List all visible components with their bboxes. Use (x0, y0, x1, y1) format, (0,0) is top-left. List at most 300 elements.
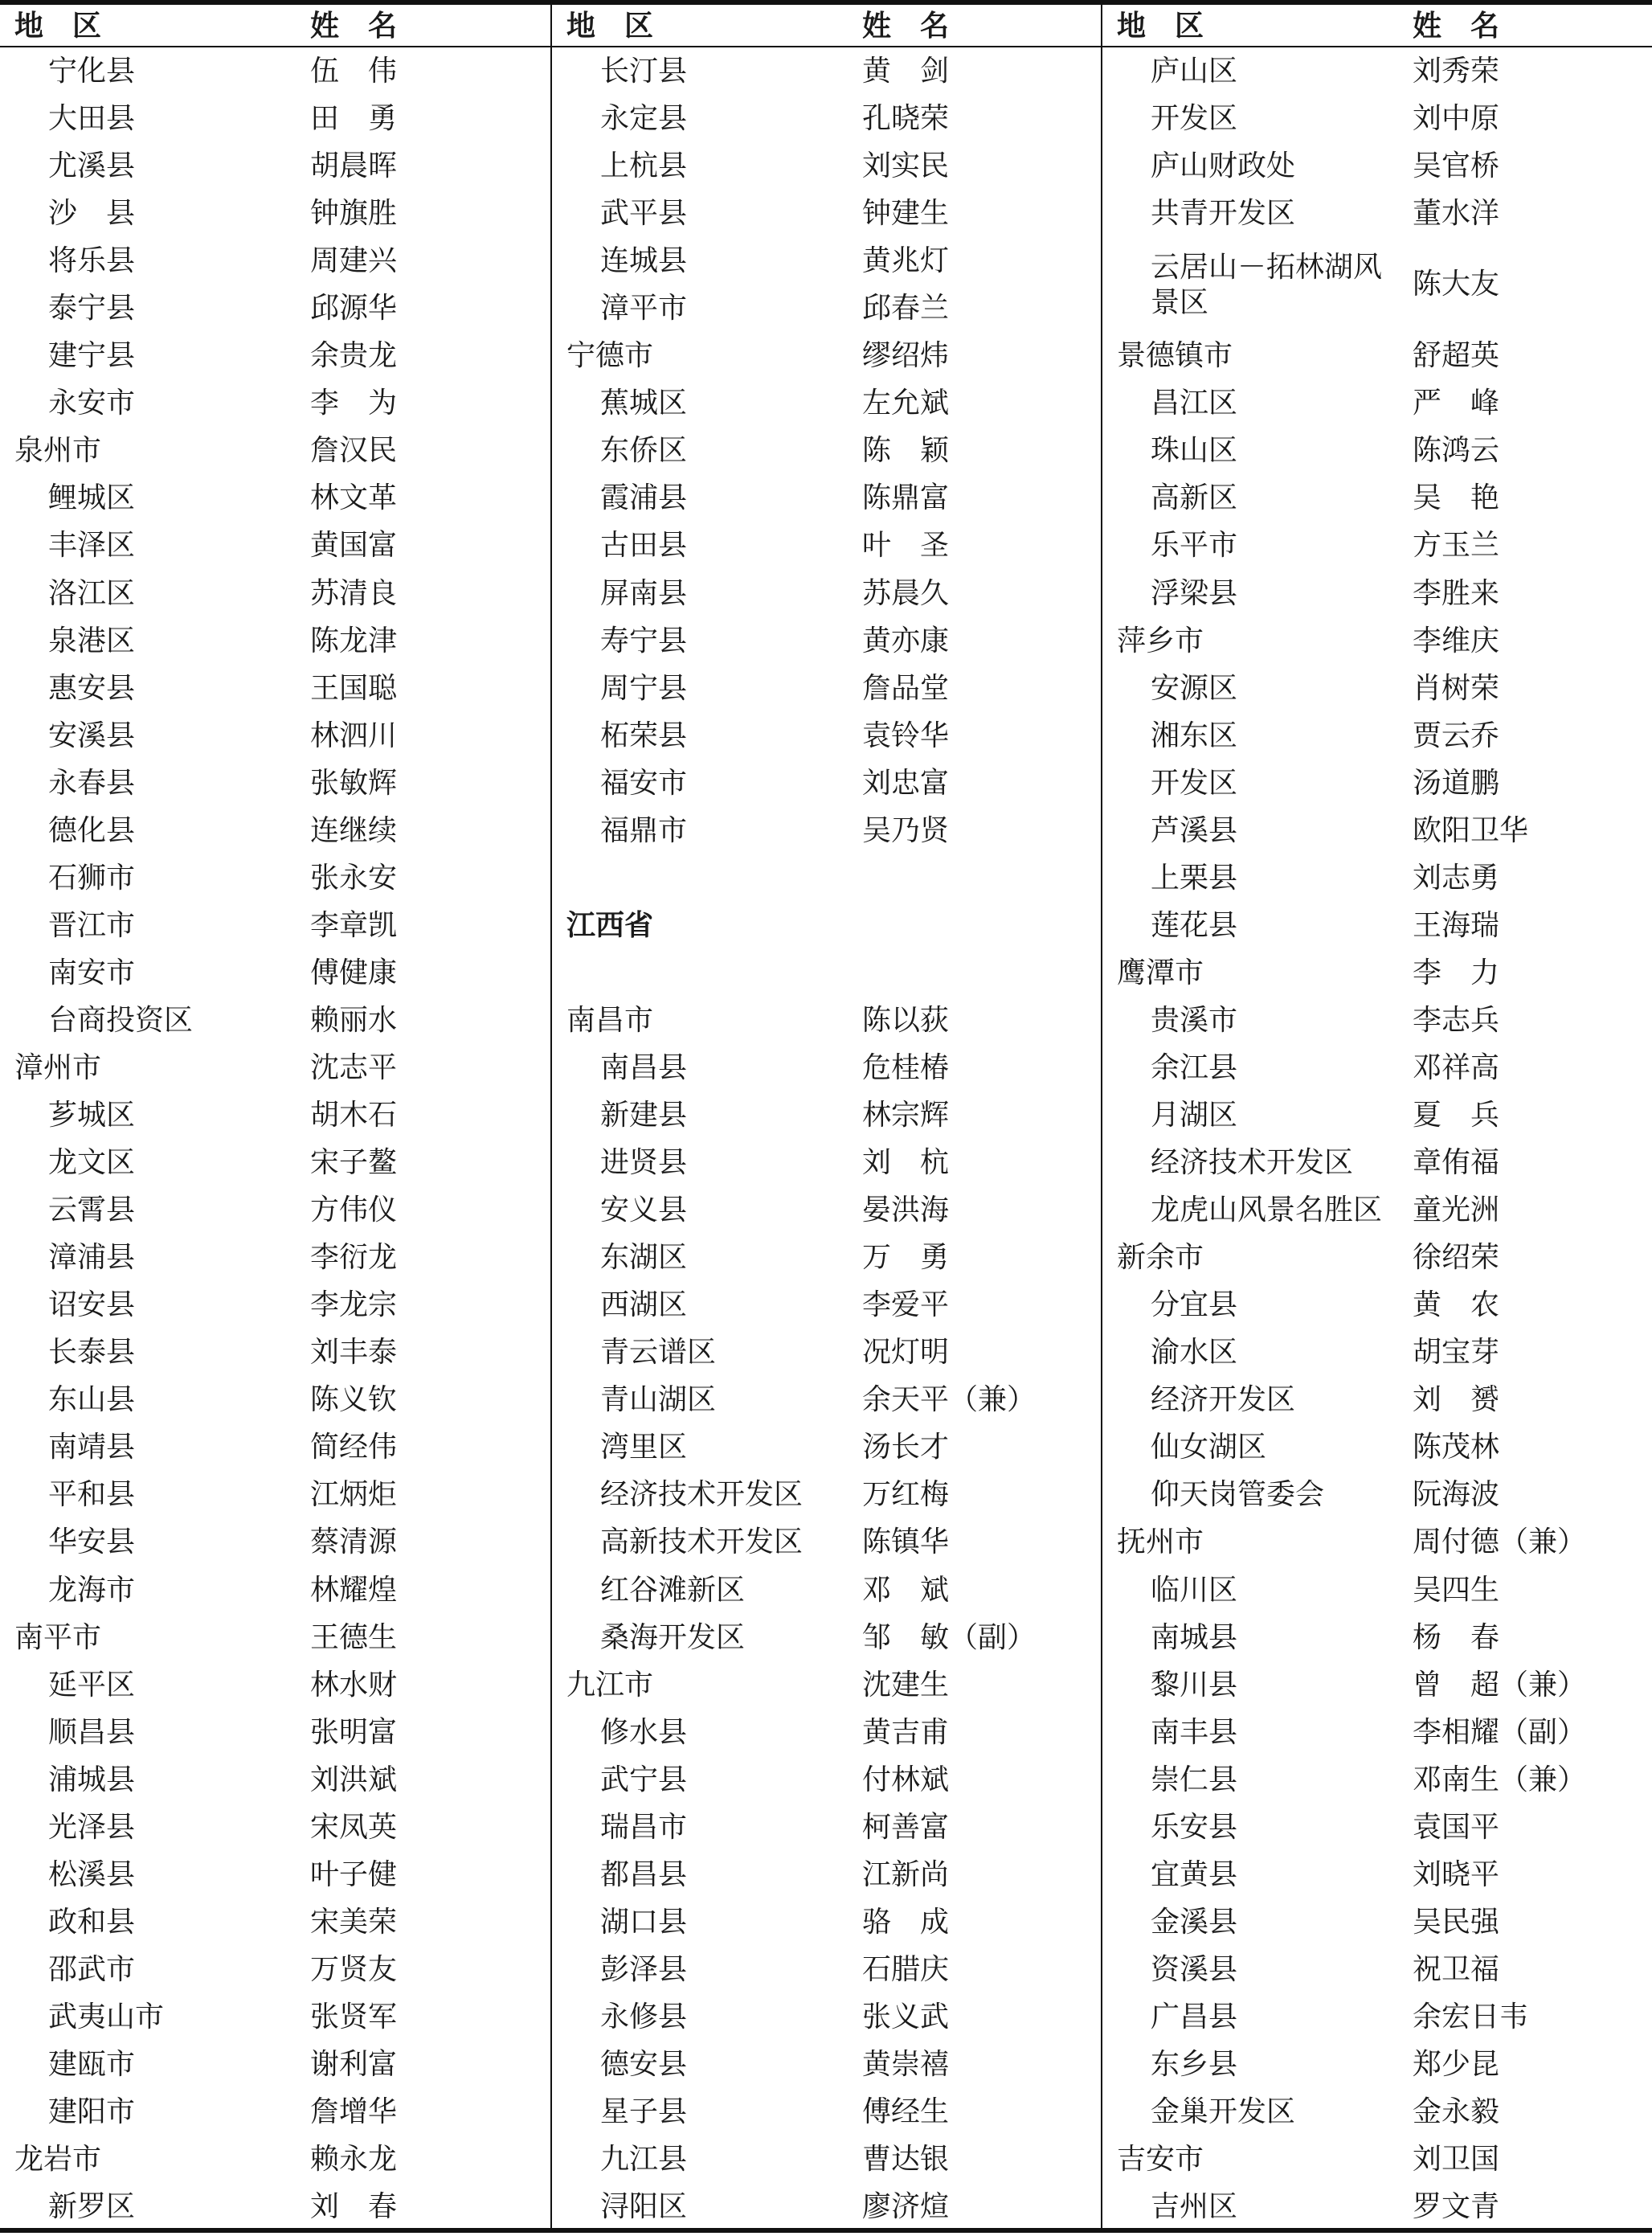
region-cell: 吉安市 (1117, 2143, 1204, 2177)
table-row (1102, 474, 1652, 522)
table-row (552, 2183, 1101, 2230)
name-cell: 孔晓荣 (862, 102, 950, 136)
table-row (1102, 1518, 1652, 1566)
region-cell: 湾里区 (600, 1431, 688, 1464)
name-cell: 吴官桥 (1413, 149, 1500, 183)
table-row (0, 1234, 550, 1281)
name-cell: 欧阳卫华 (1413, 813, 1529, 847)
table-row (552, 142, 1101, 190)
table-row (0, 665, 550, 712)
name-cell: 江炳炬 (310, 1478, 398, 1512)
table-row (1102, 1898, 1652, 1946)
region-cell: 芗城区 (48, 1099, 136, 1132)
region-cell: 新罗区 (48, 2190, 136, 2224)
region-cell: 长汀县 (600, 55, 688, 88)
region-cell: 鲤城区 (48, 481, 136, 515)
name-cell: 陈大友 (1413, 268, 1500, 301)
name-cell: 况灯明 (862, 1336, 950, 1370)
name-cell: 余宏日韦 (1413, 2000, 1529, 2033)
table-row (552, 427, 1101, 474)
table-row (0, 1946, 550, 1993)
name-cell: 张永安 (310, 861, 398, 895)
name-cell: 邱源华 (310, 292, 398, 326)
table-row (0, 2088, 550, 2136)
name-cell: 王国聪 (310, 671, 398, 705)
name-cell: 刘洪斌 (310, 1763, 398, 1796)
name-header: 姓 名 (1413, 9, 1500, 43)
table-row (0, 427, 550, 474)
name-cell: 王海瑞 (1413, 908, 1500, 942)
region-cell: 福安市 (600, 766, 688, 800)
table-row (552, 2088, 1101, 2136)
name-cell: 黄 农 (1413, 1288, 1500, 1322)
region-cell: 建阳市 (48, 2095, 136, 2129)
region-cell: 莲花县 (1151, 908, 1238, 942)
region-cell: 彭泽县 (600, 1952, 688, 1986)
region-cell: 金溪县 (1151, 1905, 1238, 1939)
table-row (0, 1329, 550, 1376)
table-row (1102, 665, 1652, 712)
name-cell: 邓南生（兼） (1413, 1763, 1587, 1796)
name-cell: 胡宝芽 (1413, 1336, 1500, 1370)
region-cell: 江西省 (566, 907, 654, 942)
region-cell: 平和县 (48, 1478, 136, 1512)
table-row (552, 1234, 1101, 1281)
region-cell: 台商投资区 (48, 1003, 194, 1037)
name-cell: 方伟仪 (310, 1194, 398, 1227)
table-row (552, 949, 1101, 997)
table-row (0, 712, 550, 760)
table-row (552, 1614, 1101, 1661)
region-cell: 政和县 (48, 1905, 136, 1939)
table-row (1102, 1423, 1652, 1471)
region-cell: 萍乡市 (1117, 624, 1204, 657)
column-3 (1102, 0, 1652, 2228)
region-cell: 周宁县 (600, 671, 688, 705)
table-row (0, 1091, 550, 1139)
region-cell: 新余市 (1117, 1241, 1204, 1275)
name-cell: 宋子鳌 (310, 1146, 398, 1180)
region-cell: 崇仁县 (1151, 1763, 1238, 1796)
region-cell: 南昌市 (566, 1003, 654, 1037)
table-row (1102, 47, 1652, 95)
column-1 (0, 0, 550, 2228)
table-row (1102, 2088, 1652, 2136)
region-cell: 漳州市 (14, 1050, 102, 1084)
name-cell: 方玉兰 (1413, 529, 1500, 563)
region-cell: 青云谱区 (600, 1336, 717, 1370)
table-row (1102, 1234, 1652, 1281)
region-cell: 芦溪县 (1151, 813, 1238, 847)
table-row (552, 1044, 1101, 1091)
table-row (1102, 1329, 1652, 1376)
name-cell: 刘 赟 (1413, 1383, 1500, 1417)
name-cell: 李龙宗 (310, 1288, 398, 1322)
table-row (552, 1423, 1101, 1471)
table-row (1102, 617, 1652, 665)
table-row (0, 2183, 550, 2230)
name-cell: 邓祥高 (1413, 1050, 1500, 1084)
region-cell: 龙虎山风景名胜区 (1151, 1194, 1383, 1227)
region-cell: 湖口县 (600, 1905, 688, 1939)
name-cell: 汤道鹏 (1413, 766, 1500, 800)
table-row (0, 807, 550, 854)
region-cell: 景德镇市 (1117, 339, 1233, 373)
name-cell: 詹品堂 (862, 671, 950, 705)
name-cell: 李 为 (310, 387, 398, 420)
name-cell: 江新尚 (862, 1857, 950, 1891)
name-cell: 蔡清源 (310, 1525, 398, 1559)
table-row (552, 1898, 1101, 1946)
table-row (552, 570, 1101, 617)
region-cell: 南城县 (1151, 1620, 1238, 1654)
table-row (552, 1566, 1101, 1614)
region-cell: 永修县 (600, 2000, 688, 2033)
name-cell: 危桂椿 (862, 1050, 950, 1084)
name-cell: 赖丽水 (310, 1003, 398, 1037)
region-cell: 邵武市 (48, 1952, 136, 1986)
name-cell: 陈茂林 (1413, 1431, 1500, 1464)
region-cell: 泉州市 (14, 434, 102, 468)
name-cell: 苏清良 (310, 576, 398, 610)
region-cell: 庐山财政处 (1151, 149, 1296, 183)
table-row (1102, 95, 1652, 142)
table-row (1102, 2183, 1652, 2230)
name-cell: 李章凯 (310, 908, 398, 942)
region-cell: 惠安县 (48, 671, 136, 705)
region-cell: 分宜县 (1151, 1288, 1238, 1322)
table-row (552, 332, 1101, 379)
region-cell: 延平区 (48, 1668, 136, 1702)
region-cell: 东侨区 (600, 434, 688, 468)
region-cell: 共青开发区 (1151, 197, 1296, 231)
table-row (552, 1661, 1101, 1709)
table-row (1102, 1376, 1652, 1423)
region-cell: 安溪县 (48, 719, 136, 752)
region-cell: 福鼎市 (600, 813, 688, 847)
table-row (552, 1186, 1101, 1234)
table-row (552, 807, 1101, 854)
name-cell: 黄国富 (310, 529, 398, 563)
table-row (552, 665, 1101, 712)
name-cell: 刘实民 (862, 149, 950, 183)
table-row (552, 1376, 1101, 1423)
name-cell: 谢利富 (310, 2047, 398, 2081)
name-cell: 吴四生 (1413, 1573, 1500, 1607)
table-row (1102, 1186, 1652, 1234)
region-cell: 大田县 (48, 102, 136, 136)
name-cell: 邓 斌 (862, 1573, 950, 1607)
name-cell: 钟建生 (862, 197, 950, 231)
name-cell: 刘 春 (310, 2190, 398, 2224)
name-cell: 万红梅 (862, 1478, 950, 1512)
table-row (1102, 379, 1652, 427)
region-cell: 高新技术开发区 (600, 1525, 804, 1559)
region-cell: 吉州区 (1151, 2190, 1238, 2224)
region-cell: 将乐县 (48, 244, 136, 278)
region-cell: 星子县 (600, 2095, 688, 2129)
table-row (0, 1518, 550, 1566)
region-cell: 浔阳区 (600, 2190, 688, 2224)
table-row (1102, 142, 1652, 190)
name-cell: 钟旗胜 (310, 197, 398, 231)
name-cell: 周付德（兼） (1413, 1525, 1587, 1559)
region-header: 地 区 (14, 9, 102, 43)
table-row (1102, 949, 1652, 997)
name-cell: 胡木石 (310, 1099, 398, 1132)
region-cell: 上杭县 (600, 149, 688, 183)
name-cell: 黄崇禧 (862, 2047, 950, 2081)
name-cell: 张贤军 (310, 2000, 398, 2033)
name-cell: 詹汉民 (310, 434, 398, 468)
name-cell: 邹 敏（副） (862, 1620, 1037, 1654)
name-cell: 伍 伟 (310, 55, 398, 88)
table-row (1102, 1044, 1652, 1091)
region-cell: 临川区 (1151, 1573, 1238, 1607)
table-row (552, 1993, 1101, 2041)
name-cell: 连继续 (310, 813, 398, 847)
region-cell: 柘荣县 (600, 719, 688, 752)
table-row (0, 1376, 550, 1423)
table-row (552, 379, 1101, 427)
table-row (552, 760, 1101, 807)
name-cell: 舒超英 (1413, 339, 1500, 373)
table-row (1102, 760, 1652, 807)
name-cell: 吴乃贤 (862, 813, 950, 847)
table-row (0, 854, 550, 902)
table-row (0, 1661, 550, 1709)
region-cell: 长泰县 (48, 1336, 136, 1370)
region-cell: 顺昌县 (48, 1715, 136, 1749)
name-cell: 林文革 (310, 481, 398, 515)
name-cell: 余贵龙 (310, 339, 398, 373)
name-cell: 李胜来 (1413, 576, 1500, 610)
name-cell: 王德生 (310, 1620, 398, 1654)
region-cell: 珠山区 (1151, 434, 1238, 468)
region-cell: 沙 县 (48, 197, 136, 231)
name-cell: 袁国平 (1413, 1810, 1500, 1844)
region-cell: 高新区 (1151, 481, 1238, 515)
region-cell: 青山湖区 (600, 1383, 717, 1417)
name-cell: 陈以荻 (862, 1003, 950, 1037)
table-row (1102, 2136, 1652, 2183)
name-cell: 余天平（兼） (862, 1383, 1037, 1417)
region-cell: 经济开发区 (1151, 1383, 1296, 1417)
table-row (552, 1329, 1101, 1376)
region-cell: 龙海市 (48, 1573, 136, 1607)
region-cell: 永春县 (48, 766, 136, 800)
table-row (1102, 1709, 1652, 1756)
table-row (0, 902, 550, 949)
region-cell: 南丰县 (1151, 1715, 1238, 1749)
table-row (0, 1471, 550, 1518)
column-2-rows (552, 47, 1101, 2230)
region-cell: 桑海开发区 (600, 1620, 746, 1654)
table-row (552, 474, 1101, 522)
name-cell: 邱春兰 (862, 292, 950, 326)
region-cell: 仙女湖区 (1151, 1431, 1267, 1464)
region-cell: 湘东区 (1151, 719, 1238, 752)
name-cell: 袁铃华 (862, 719, 950, 752)
name-cell: 林水财 (310, 1668, 398, 1702)
name-cell: 董水洋 (1413, 197, 1500, 231)
name-cell: 刘丰泰 (310, 1336, 398, 1370)
name-cell: 胡晨晖 (310, 149, 398, 183)
region-cell: 连城县 (600, 244, 688, 278)
region-cell: 古田县 (600, 529, 688, 563)
region-cell: 永安市 (48, 387, 136, 420)
name-cell: 黄亦康 (862, 624, 950, 657)
name-cell: 吴 艳 (1413, 481, 1500, 515)
table-row (552, 1804, 1101, 1851)
table-row (0, 1139, 550, 1186)
name-cell: 张敏辉 (310, 766, 398, 800)
region-cell: 鹰潭市 (1117, 956, 1204, 989)
name-cell: 黄吉甫 (862, 1715, 950, 1749)
name-cell: 李志兵 (1413, 1003, 1500, 1037)
name-cell: 陈鸿云 (1413, 434, 1500, 468)
table-row (1102, 1471, 1652, 1518)
region-cell: 开发区 (1151, 766, 1238, 800)
name-cell: 赖永龙 (310, 2143, 398, 2177)
table-row (1102, 1756, 1652, 1804)
table-row (0, 2136, 550, 2183)
name-cell: 徐绍荣 (1413, 1241, 1500, 1275)
name-cell: 宋凤英 (310, 1810, 398, 1844)
table-row (552, 2136, 1101, 2183)
section-heading (552, 902, 1101, 949)
name-cell: 万贤友 (310, 1952, 398, 1986)
table-row (1102, 190, 1652, 237)
region-cell: 漳浦县 (48, 1241, 136, 1275)
name-cell: 祝卫福 (1413, 1952, 1500, 1986)
region-cell: 月湖区 (1151, 1099, 1238, 1132)
name-cell: 李衍龙 (310, 1241, 398, 1275)
table-row (1102, 427, 1652, 474)
table-row (0, 1423, 550, 1471)
region-cell: 宁化县 (48, 55, 136, 88)
table-row (0, 379, 550, 427)
name-cell: 刘秀荣 (1413, 55, 1500, 88)
name-cell: 骆 成 (862, 1905, 950, 1939)
table-row (1102, 1139, 1652, 1186)
region-cell: 德安县 (600, 2047, 688, 2081)
table-row (1102, 1281, 1652, 1329)
table-row (552, 1139, 1101, 1186)
name-cell: 夏 兵 (1413, 1099, 1500, 1132)
table-row (0, 47, 550, 95)
table-row (1102, 807, 1652, 854)
region-cell: 都昌县 (600, 1857, 688, 1891)
column-1-rows (0, 47, 550, 2230)
name-cell: 陈龙津 (310, 624, 398, 657)
name-cell: 詹增华 (310, 2095, 398, 2129)
region-cell: 庐山区 (1151, 55, 1238, 88)
region-cell: 金巢开发区 (1151, 2095, 1296, 2129)
table-row (1102, 1091, 1652, 1139)
name-cell: 傅健康 (310, 956, 398, 989)
table-row (1102, 570, 1652, 617)
region-cell: 宜黄县 (1151, 1857, 1238, 1891)
region-cell: 洛江区 (48, 576, 136, 610)
region-cell: 经济技术开发区 (1151, 1146, 1354, 1180)
table-row (0, 760, 550, 807)
region-cell: 蕉城区 (600, 387, 688, 420)
name-cell: 沈建生 (862, 1668, 950, 1702)
table-row (0, 332, 550, 379)
table-row (552, 522, 1101, 569)
table-row (0, 95, 550, 142)
table-row (552, 190, 1101, 237)
region-cell: 南昌县 (600, 1050, 688, 1084)
region-cell: 安源区 (1151, 671, 1238, 705)
table-row (0, 1281, 550, 1329)
name-cell: 刘中原 (1413, 102, 1500, 136)
name-cell: 宋美荣 (310, 1905, 398, 1939)
region-cell: 黎川县 (1151, 1668, 1238, 1702)
table-row (1102, 854, 1652, 902)
table-row (552, 1709, 1101, 1756)
table-row (1102, 1993, 1652, 2041)
region-cell: 资溪县 (1151, 1952, 1238, 1986)
name-cell: 李爱平 (862, 1288, 950, 1322)
name-cell: 刘忠富 (862, 766, 950, 800)
region-cell: 九江市 (566, 1668, 654, 1702)
region-cell: 寿宁县 (600, 624, 688, 657)
name-cell: 章侑福 (1413, 1146, 1500, 1180)
region-cell: 昌江区 (1151, 387, 1238, 420)
region-cell: 浮梁县 (1151, 576, 1238, 610)
name-cell: 叶 圣 (862, 529, 950, 563)
table-row (1102, 2041, 1652, 2088)
region-cell: 武平县 (600, 197, 688, 231)
table-row (552, 617, 1101, 665)
table-row (552, 1946, 1101, 1993)
name-cell: 张义武 (862, 2000, 950, 2033)
region-header: 地 区 (1117, 9, 1204, 43)
name-cell: 曹达银 (862, 2143, 950, 2177)
region-cell: 广昌县 (1151, 2000, 1238, 2033)
region-cell: 丰泽区 (48, 529, 136, 563)
region-cell: 霞浦县 (600, 481, 688, 515)
column-3-rows (1102, 47, 1652, 2230)
name-cell: 贾云乔 (1413, 719, 1500, 752)
region-cell: 瑞昌市 (600, 1810, 688, 1844)
name-cell: 李相耀（副） (1413, 1715, 1587, 1749)
name-cell: 陈义钦 (310, 1383, 398, 1417)
name-cell: 叶子健 (310, 1857, 398, 1891)
column-2 (552, 0, 1101, 2228)
name-cell: 左允斌 (862, 387, 950, 420)
region-cell: 东湖区 (600, 1241, 688, 1275)
region-cell: 龙文区 (48, 1146, 136, 1180)
table-row (1102, 522, 1652, 569)
region-cell: 泰宁县 (48, 292, 136, 326)
table-row (1102, 237, 1652, 332)
name-cell: 陈 颖 (862, 434, 950, 468)
table-row (1102, 332, 1652, 379)
table-row (552, 237, 1101, 285)
table-row (0, 190, 550, 237)
region-cell: 泉港区 (48, 624, 136, 657)
region-cell: 九江县 (600, 2143, 688, 2177)
table-row (0, 142, 550, 190)
region-cell: 建瓯市 (48, 2047, 136, 2081)
region-cell: 进贤县 (600, 1146, 688, 1180)
name-cell: 刘晓平 (1413, 1857, 1500, 1891)
name-cell: 万 勇 (862, 1241, 950, 1275)
table-row (552, 95, 1101, 142)
